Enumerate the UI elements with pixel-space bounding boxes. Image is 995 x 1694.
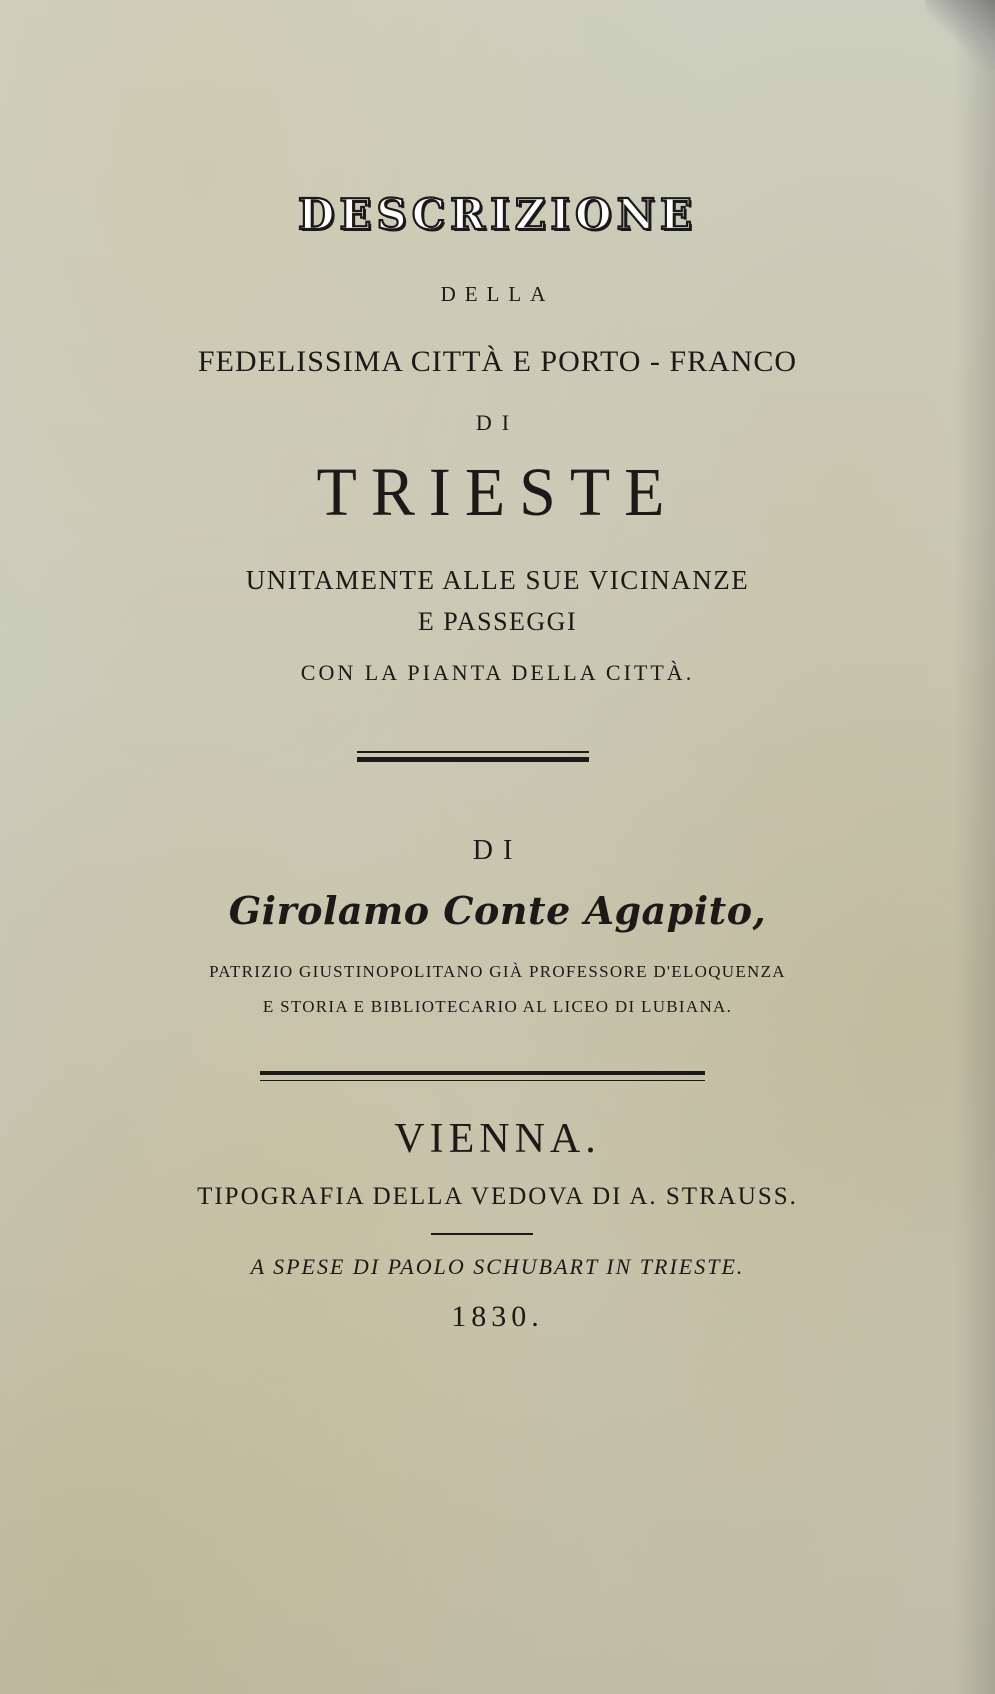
printer-line: TIPOGRAFIA DELLA VEDOVA DI A. STRAUSS. xyxy=(197,1183,798,1210)
author-name: Girolamo Conte Agapito, xyxy=(228,888,767,933)
subtitle-unitamente: UNITAMENTE ALLE SUE VICINANZE xyxy=(245,565,750,595)
della-line: DELLA xyxy=(440,282,555,306)
divider-rule-2-thick xyxy=(260,1071,705,1075)
subtitle-passeggi: E PASSEGGI xyxy=(417,607,578,636)
author-description-1: PATRIZIO GIUSTINOPOLITANO GIÀ PROFESSORE D'ELOQUENZA xyxy=(209,962,786,981)
author-description-2: E STORIA E BIBLIOTECARIO AL LICEO DI LUBIANA. xyxy=(262,997,733,1016)
city-name: TRIESTE xyxy=(316,454,679,531)
di-line-1: DI xyxy=(475,410,520,435)
divider-rule-1-thick xyxy=(357,757,589,762)
publisher-line: A SPESE DI PAOLO SCHUBART IN TRIESTE. xyxy=(250,1254,745,1279)
divider-rule-3 xyxy=(431,1233,533,1235)
di-line-2: DI xyxy=(472,835,523,866)
divider-rule-1-thin xyxy=(357,751,589,753)
subtitle-fedelissima: FEDELISSIMA CITTÀ E PORTO - FRANCO xyxy=(197,345,798,378)
divider-rule-2-thin xyxy=(260,1080,705,1081)
subtitle-pianta: CON LA PIANTA DELLA CITTÀ. xyxy=(300,660,695,685)
publication-year: 1830. xyxy=(451,1300,544,1333)
worn-corner xyxy=(925,0,995,70)
place-of-publication: VIENNA. xyxy=(394,1116,601,1162)
main-title: DESCRIZIONE xyxy=(297,190,698,239)
